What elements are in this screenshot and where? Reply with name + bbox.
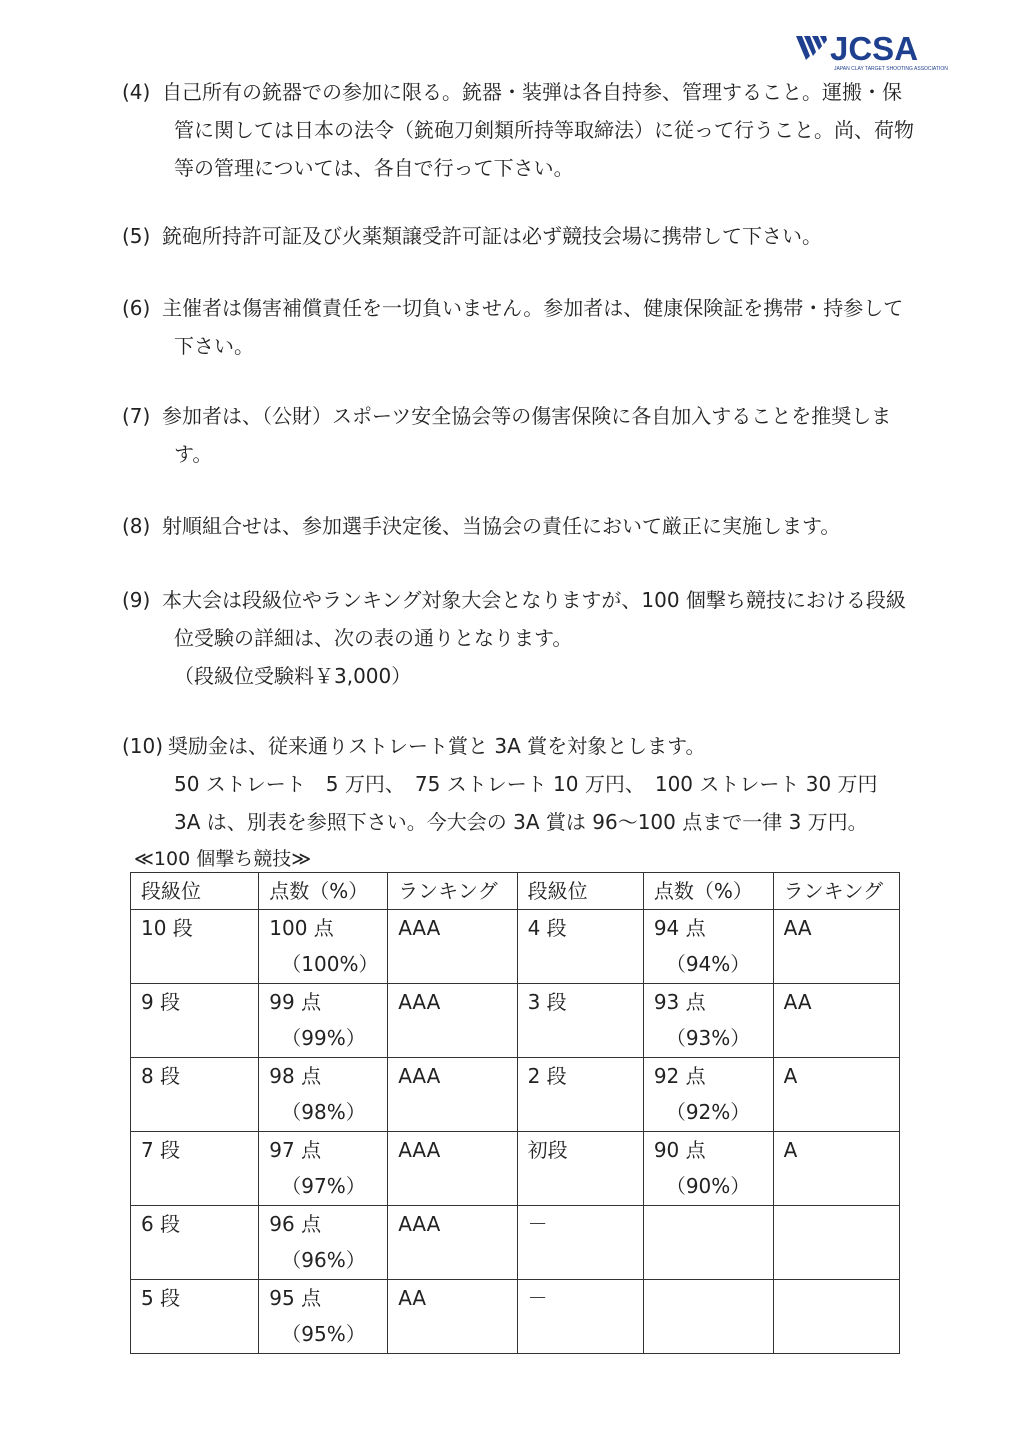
- table-cell: 2 段: [517, 1058, 643, 1132]
- percent: （94%）: [665, 952, 751, 976]
- item-text-line: 本大会は段級位やランキング対象大会となりますが、100 個撃ち競技における段級: [162, 588, 906, 612]
- table-cell: 10 段: [131, 910, 259, 984]
- score: 92 点: [653, 1064, 706, 1088]
- percent: （98%）: [281, 1100, 366, 1124]
- table-cell: [259, 1058, 388, 1132]
- item-text-line: 自己所有の銃器での参加に限る。銃器・装弾は各自持参、管理すること。運搬・保: [162, 80, 902, 104]
- table-row: [131, 910, 900, 984]
- item-text-line: 位受験の詳細は、次の表の通りとなります。: [174, 626, 573, 650]
- item-text-line: 下さい。: [174, 334, 254, 358]
- score: 90 点: [653, 1138, 706, 1162]
- percent: （93%）: [665, 1026, 751, 1050]
- table-cell: [773, 1206, 899, 1280]
- logo-subtitle: JAPAN CLAY TARGET SHOOTING ASSOCIATION: [834, 66, 948, 72]
- table-cell: 4 段: [517, 910, 643, 984]
- item-number: (6): [122, 296, 151, 320]
- percent: （99%）: [281, 1026, 366, 1050]
- table-cell: AAA: [388, 1132, 517, 1206]
- table-cell: 3 段: [517, 984, 643, 1058]
- column-header: 点数（%）: [259, 873, 388, 910]
- table-cell: [643, 1058, 773, 1132]
- percent: （90%）: [665, 1174, 751, 1198]
- item-text-line: 3A は、別表を参照下さい。今大会の 3A 賞は 96～100 点まで一律 3 万円。: [174, 810, 868, 834]
- table-cell: AAA: [388, 984, 517, 1058]
- table-cell: AAA: [388, 1206, 517, 1280]
- item-number: (7): [122, 404, 151, 428]
- item-text-line: 参加者は、（公財）スポーツ安全協会等の傷害保険に各自加入することを推奨しま: [162, 404, 892, 428]
- table-cell: [643, 910, 773, 984]
- column-header: ランキング: [388, 873, 517, 910]
- column-header: 段級位: [131, 873, 259, 910]
- table-cell: A: [773, 1132, 899, 1206]
- item-text-line: 奨励金は、従来通りストレート賞と 3A 賞を対象とします。: [168, 734, 706, 758]
- score: 98 点: [269, 1064, 322, 1088]
- table-cell: AA: [773, 910, 899, 984]
- table-cell: －: [517, 1206, 643, 1280]
- item-number: (10): [122, 734, 164, 758]
- table-cell: [259, 910, 388, 984]
- item-number: (5): [122, 224, 151, 248]
- jcsa-logo-icon: [796, 34, 832, 62]
- item-number: (9): [122, 588, 151, 612]
- table-cell: AA: [388, 1280, 517, 1354]
- table-cell: A: [773, 1058, 899, 1132]
- table-header-row: [131, 873, 900, 910]
- item-number: (8): [122, 514, 151, 538]
- table-cell: 初段: [517, 1132, 643, 1206]
- score: 99 点: [269, 990, 322, 1014]
- table-cell: [643, 984, 773, 1058]
- column-header: 点数（%）: [643, 873, 773, 910]
- item-text-line: 管に関しては日本の法令（銃砲刀剣類所持等取締法）に従って行うこと。尚、荷物: [174, 118, 914, 142]
- item-text-line: す。: [174, 442, 213, 466]
- score: 93 点: [653, 990, 706, 1014]
- table-cell: 7 段: [131, 1132, 259, 1206]
- column-header: 段級位: [517, 873, 643, 910]
- score: 97 点: [269, 1138, 322, 1162]
- table-cell: [643, 1206, 773, 1280]
- percent: （95%）: [281, 1322, 366, 1346]
- score: 100 点: [269, 916, 334, 940]
- item-text-line: 主催者は傷害補償責任を一切負いません。参加者は、健康保険証を携帯・持参して: [162, 296, 904, 320]
- table-cell: AAA: [388, 1058, 517, 1132]
- table-cell: [259, 1132, 388, 1206]
- straight-prize-line: 50 ストレート 5 万円、 75 ストレート 10 万円、 100 ストレート 30 万円: [174, 772, 878, 796]
- table-row: [131, 1132, 900, 1206]
- table-row: [131, 1206, 900, 1280]
- table-cell: AAA: [388, 910, 517, 984]
- exam-fee: （段級位受験料￥3,000）: [174, 664, 412, 688]
- table-cell: 9 段: [131, 984, 259, 1058]
- item-text-line: 射順組合せは、参加選手決定後、当協会の責任において厳正に実施します。: [162, 514, 841, 538]
- table-row: [131, 1058, 900, 1132]
- percent: （100%）: [281, 952, 379, 976]
- table-cell: AA: [773, 984, 899, 1058]
- table-cell: 5 段: [131, 1280, 259, 1354]
- jcsa-logo: [796, 30, 948, 78]
- table-row: [131, 984, 900, 1058]
- column-header: ランキング: [773, 873, 899, 910]
- table-cell: [259, 984, 388, 1058]
- table-cell: [259, 1280, 388, 1354]
- percent: （92%）: [665, 1100, 751, 1124]
- logo-text: JCSA: [830, 30, 919, 67]
- score: 96 点: [269, 1212, 322, 1236]
- ranking-table: [130, 872, 900, 1354]
- table-cell: [643, 1132, 773, 1206]
- table-cell: 6 段: [131, 1206, 259, 1280]
- table-heading: ≪100 個撃ち競技≫: [134, 848, 312, 870]
- percent: （97%）: [281, 1174, 366, 1198]
- table-cell: 8 段: [131, 1058, 259, 1132]
- table-row: [131, 1280, 900, 1354]
- item-number: (4): [122, 80, 151, 104]
- table-cell: [643, 1280, 773, 1354]
- percent: （96%）: [281, 1248, 366, 1272]
- table-cell: [773, 1280, 899, 1354]
- table-cell: －: [517, 1280, 643, 1354]
- score: 94 点: [653, 916, 706, 940]
- score: 95 点: [269, 1286, 322, 1310]
- item-text-line: 等の管理については、各自で行って下さい。: [174, 156, 574, 180]
- item-text-line: 銃砲所持許可証及び火薬類譲受許可証は必ず競技会場に携帯して下さい。: [162, 224, 822, 248]
- table-cell: [259, 1206, 388, 1280]
